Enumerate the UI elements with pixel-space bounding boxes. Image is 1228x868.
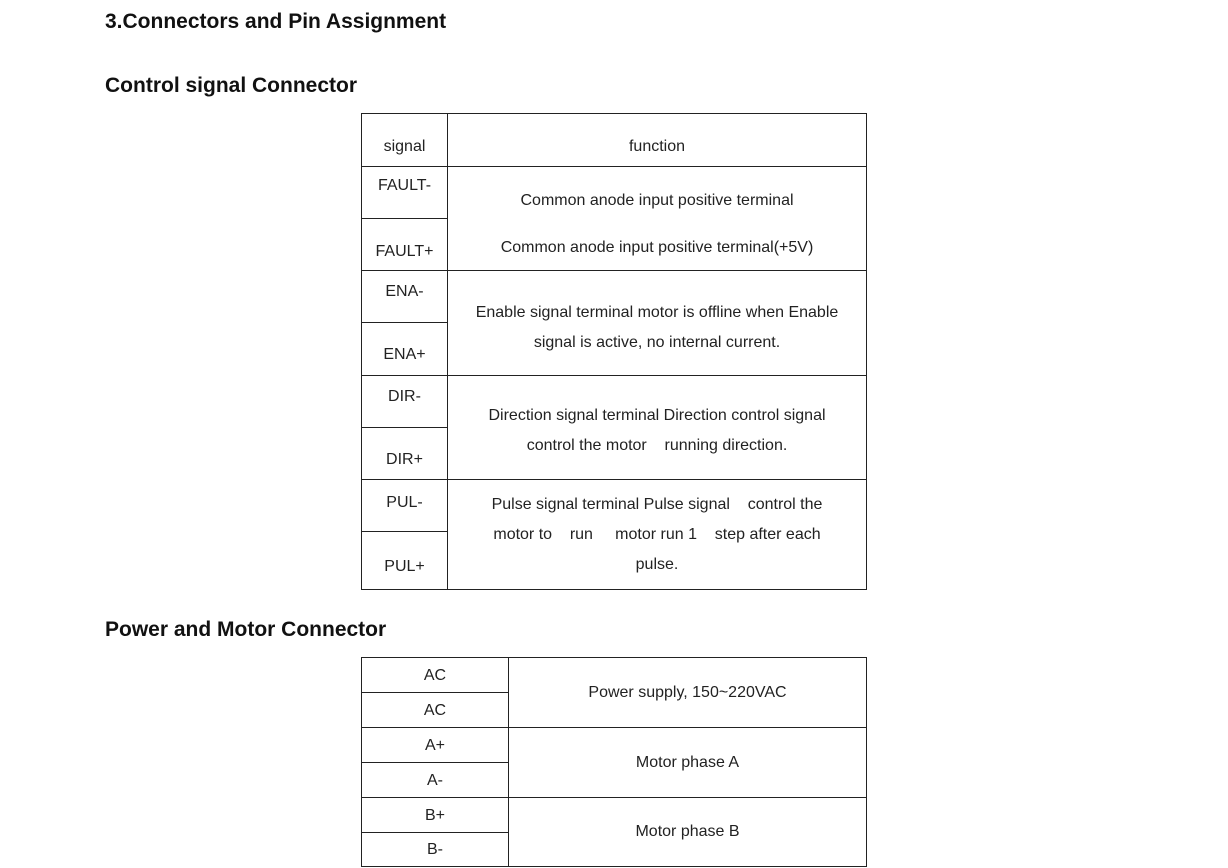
- terminal-b-plus: B+: [424, 806, 445, 824]
- signal-fault-plus: FAULT+: [375, 242, 434, 260]
- terminal-b-minus: B-: [427, 840, 443, 858]
- signal-dir-minus: DIR-: [388, 388, 421, 405]
- function-fault-line1: Common anode input positive terminal: [520, 192, 794, 209]
- terminal-ac-2: AC: [423, 701, 447, 719]
- signal-ena-plus: ENA+: [383, 346, 426, 363]
- signal-pul-plus: PUL+: [384, 557, 425, 575]
- function-pul-line2: motor to run motor run 1 step after each: [493, 525, 821, 543]
- function-ena-line2: signal is active, no internal current.: [533, 334, 781, 351]
- signal-dir-plus: DIR+: [386, 450, 423, 468]
- terminal-a-minus: A-: [427, 771, 443, 789]
- signal-pul-minus: PUL-: [386, 493, 423, 511]
- header-signal: signal: [383, 138, 426, 155]
- header-function: function: [628, 138, 686, 155]
- function-motor-phase-b: Motor phase B: [635, 823, 740, 840]
- control-section-title: Control signal Connector: [105, 74, 357, 97]
- function-power-supply: Power supply, 150~220VAC: [588, 684, 787, 701]
- signal-ena-minus: ENA-: [385, 283, 424, 300]
- page-title: 3.Connectors and Pin Assignment: [105, 10, 447, 33]
- function-pul: [448, 480, 866, 589]
- function-ena: [448, 271, 866, 375]
- power-section-title: Power and Motor Connector: [105, 618, 387, 641]
- terminal-ac-1: AC: [423, 666, 447, 684]
- power-motor-table: [361, 657, 867, 867]
- function-ena-line1: Enable signal terminal motor is offline when Enable: [475, 304, 839, 321]
- function-dir: [448, 376, 866, 479]
- terminal-a-plus: A+: [424, 736, 445, 754]
- control-signal-table: [361, 113, 867, 590]
- function-dir-line1: Direction signal terminal Direction control signal: [488, 406, 826, 424]
- function-motor-phase-a: Motor phase A: [635, 754, 740, 771]
- function-fault-line2: Common anode input positive terminal(+5V): [500, 239, 814, 256]
- signal-fault-minus: FAULT-: [377, 177, 432, 194]
- function-dir-line2: control the motor running direction.: [526, 436, 788, 454]
- function-pul-line3: pulse.: [635, 555, 679, 573]
- function-pul-line1: Pulse signal terminal Pulse signal control the: [491, 495, 823, 513]
